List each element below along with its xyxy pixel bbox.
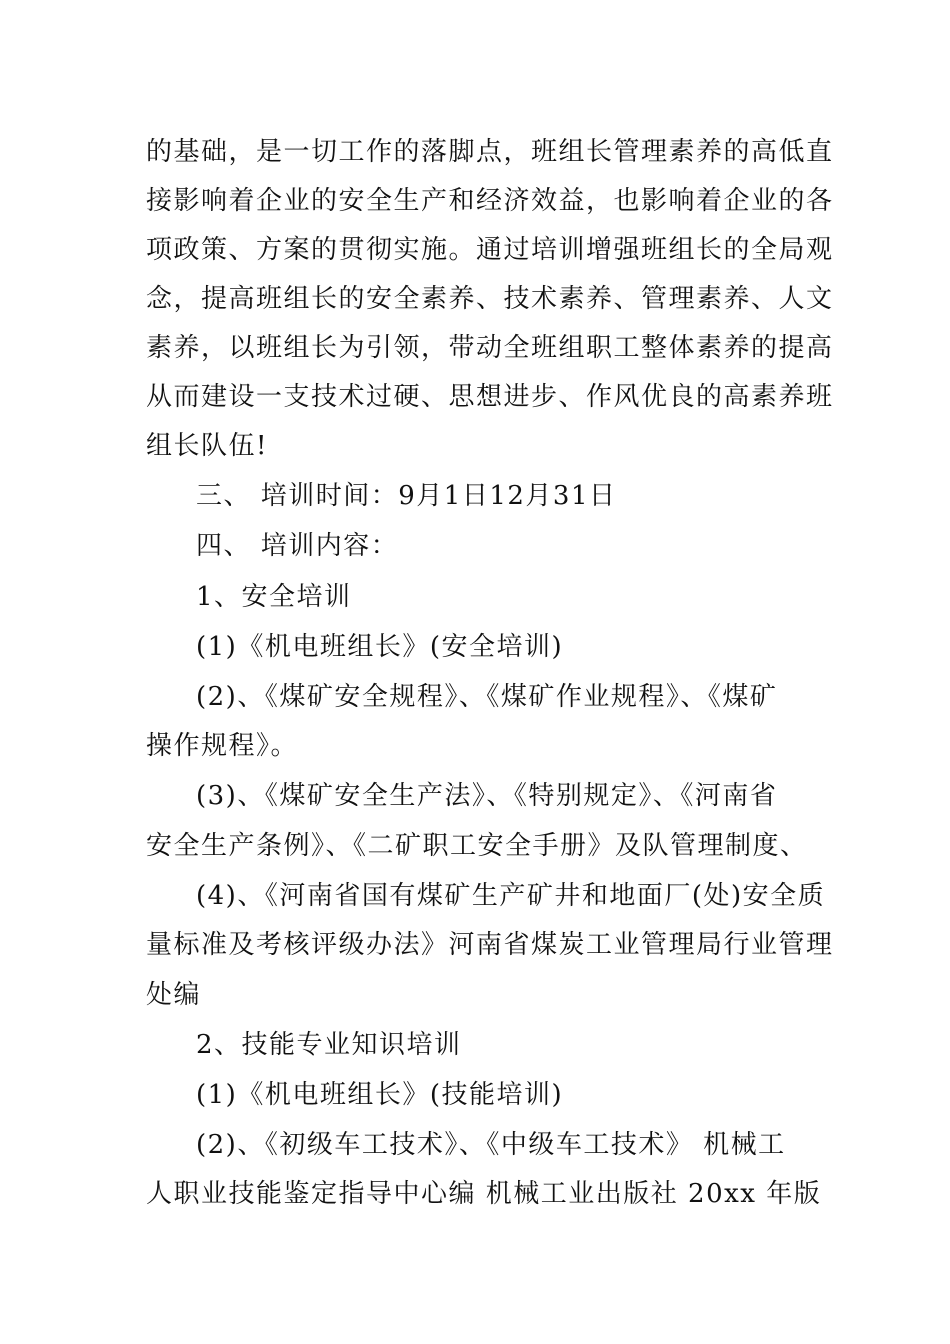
- body-text-line: 接影响着企业的安全生产和经济效益，也影响着企业的各: [146, 186, 834, 216]
- body-text-line: 项政策、方案的贯彻实施。通过培训增强班组长的全局观: [146, 235, 834, 265]
- list-item-continuation: 安全生产条例》、《二矿职工安全手册》及队管理制度、: [146, 831, 808, 861]
- section-heading-training-content: 四、 培训内容：: [196, 531, 399, 561]
- body-text-line: 从而建设一支技术过硬、思想进步、作风优良的高素养班: [146, 382, 834, 412]
- list-item: (1)《机电班组长》(技能培训): [196, 1080, 564, 1110]
- list-item: (4)、《河南省国有煤矿生产矿井和地面厂(处)安全质: [196, 881, 826, 911]
- list-item-continuation: 量标准及考核评级办法》河南省煤炭工业管理局行业管理: [146, 930, 834, 960]
- subsection-heading-skills: 2、技能专业知识培训: [196, 1030, 462, 1060]
- body-text-line: 组长队伍!: [146, 431, 268, 461]
- list-item-continuation: 操作规程》。: [146, 731, 299, 761]
- body-text-line: 念，提高班组长的安全素养、技术素养、管理素养、人文: [146, 284, 834, 314]
- body-text-line: 的基础，是一切工作的落脚点，班组长管理素养的高低直: [146, 137, 834, 167]
- list-item: (1)《机电班组长》(安全培训): [196, 632, 564, 662]
- list-item: (3)、《煤矿安全生产法》、《特别规定》、《河南省: [196, 781, 778, 811]
- body-text-line: 素养，以班组长为引领，带动全班组职工整体素养的提高: [146, 333, 834, 363]
- subsection-heading-safety: 1、安全培训: [196, 582, 352, 612]
- list-item-continuation: 处编: [146, 980, 202, 1010]
- section-heading-training-time: 三、 培训时间：9月1日12月31日: [196, 481, 617, 511]
- list-item: (2)、《煤矿安全规程》、《煤矿作业规程》、《煤矿: [196, 682, 778, 712]
- list-item: (2)、《初级车工技术》、《中级车工技术》 机械工: [196, 1130, 786, 1160]
- list-item-continuation: 人职业技能鉴定指导中心编 机械工业出版社 20xx 年版: [146, 1179, 822, 1209]
